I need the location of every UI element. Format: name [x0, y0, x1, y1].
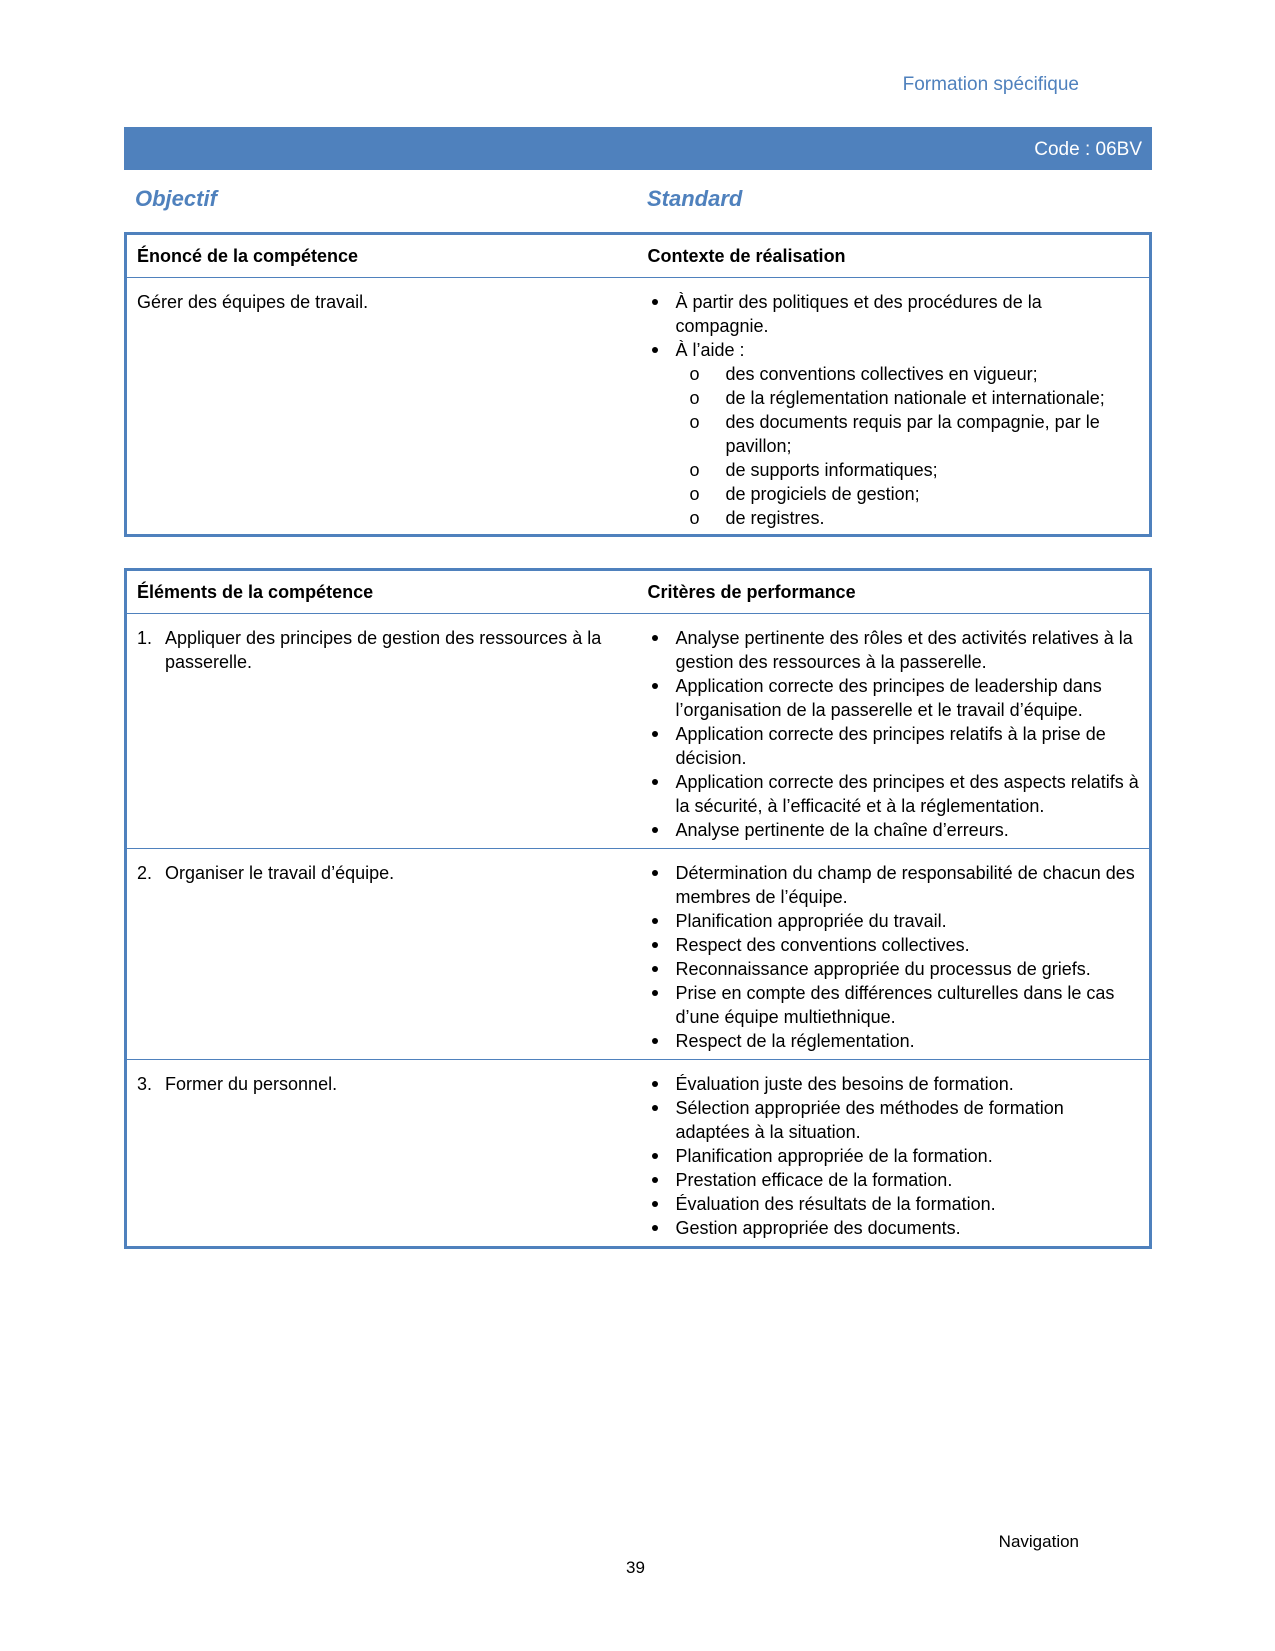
- element-text: Former du personnel.: [165, 1074, 338, 1094]
- criteria-list: [648, 861, 1140, 1053]
- code-bar: [124, 127, 1152, 170]
- standard-body-row: [126, 278, 1151, 536]
- standard-label: Standard: [647, 186, 743, 211]
- element-row-1: [126, 614, 1151, 849]
- navigation-link[interactable]: Navigation: [998, 1532, 1079, 1551]
- criterion: Gestion appropriée des documents.: [648, 1216, 1140, 1240]
- context-item-label: À l’aide :: [675, 340, 745, 360]
- criterion: Planification appropriée de la formation.: [648, 1144, 1140, 1168]
- criterion: Application correcte des principes relatifs à la prise de décision.: [648, 722, 1140, 770]
- context-subitem: o de registres.: [689, 508, 825, 528]
- sub-marker: o: [689, 364, 700, 384]
- element-text: Organiser le travail d’équipe.: [165, 863, 395, 883]
- element-cell: [126, 614, 638, 849]
- context-subitem: o de supports informatiques;: [689, 460, 938, 480]
- section-labels: [135, 186, 1145, 216]
- standard-table: [124, 232, 1152, 537]
- sub-marker: o: [689, 508, 700, 528]
- objective-label: Objectif: [135, 186, 217, 211]
- criterion: Application correcte des principes et des aspects relatifs à la sécurité, à l’efficacité et à la réglementation.: [648, 770, 1140, 818]
- page-number: 39: [626, 1558, 645, 1577]
- sub-marker: o: [689, 484, 700, 504]
- criterion: Détermination du champ de responsabilité de chacun des membres de l’équipe.: [648, 861, 1140, 909]
- criteria-cell: [638, 849, 1151, 1060]
- element-cell: [126, 1060, 638, 1248]
- sub-marker: o: [689, 460, 700, 480]
- criteria-cell: [638, 1060, 1151, 1248]
- elements-header-row: [126, 570, 1151, 614]
- sub-marker: o: [689, 412, 700, 432]
- standard-header-row: [126, 234, 1151, 278]
- elements-header: Éléments de la compétence: [126, 570, 638, 614]
- context-subitem: o des documents requis par la compagnie, par le pavillon;: [689, 412, 1100, 456]
- criteria-cell: [638, 614, 1151, 849]
- element-row-3: [126, 1060, 1151, 1248]
- context-item: À partir des politiques et des procédures de la compagnie.: [648, 290, 1140, 338]
- competence-header: Énoncé de la compétence: [126, 234, 638, 278]
- element-cell: [126, 849, 638, 1060]
- criterion: Évaluation des résultats de la formation.: [648, 1192, 1140, 1216]
- context-sublist: [676, 362, 1140, 530]
- criterion: Application correcte des principes de leadership dans l’organisation de la passerelle et le travail d’équipe.: [648, 674, 1140, 722]
- element-number: 3.: [137, 1074, 153, 1094]
- course-code: Code : 06BV: [1034, 139, 1142, 160]
- criterion: Planification appropriée du travail.: [648, 909, 1140, 933]
- criterion: Analyse pertinente de la chaîne d’erreurs.: [648, 818, 1140, 842]
- context-subitem: o de progiciels de gestion;: [689, 484, 920, 504]
- context-cell: [638, 278, 1151, 536]
- elements-table: [124, 568, 1152, 1249]
- criterion: Prestation efficace de la formation.: [648, 1168, 1140, 1192]
- criterion: Prise en compte des différences culturelles dans le cas d’une équipe multiethnique.: [648, 981, 1140, 1029]
- context-subitem: o de la réglementation nationale et internationale;: [689, 388, 1105, 408]
- competence-statement: Gérer des équipes de travail.: [137, 292, 369, 312]
- context-item: [648, 338, 1140, 530]
- criteria-header: Critères de performance: [638, 570, 1151, 614]
- element-number: 1.: [137, 628, 153, 648]
- context-list: [648, 290, 1140, 530]
- header-title: Formation spécifique: [902, 74, 1079, 95]
- criterion: Reconnaissance appropriée du processus de griefs.: [648, 957, 1140, 981]
- context-header: Contexte de réalisation: [638, 234, 1151, 278]
- element-row-2: [126, 849, 1151, 1060]
- element-number: 2.: [137, 863, 153, 883]
- context-subitem: o des conventions collectives en vigueur;: [689, 364, 1038, 384]
- criterion: Respect de la réglementation.: [648, 1029, 1140, 1053]
- criteria-list: [648, 626, 1140, 842]
- element-text: Appliquer des principes de gestion des ressources à la passerelle.: [165, 628, 602, 672]
- criterion: Respect des conventions collectives.: [648, 933, 1140, 957]
- criterion: Sélection appropriée des méthodes de formation adaptées à la situation.: [648, 1096, 1140, 1144]
- criterion: Analyse pertinente des rôles et des activités relatives à la gestion des ressources à la passerelle.: [648, 626, 1140, 674]
- criteria-list: [648, 1072, 1140, 1240]
- criterion: Évaluation juste des besoins de formation.: [648, 1072, 1140, 1096]
- sub-marker: o: [689, 388, 700, 408]
